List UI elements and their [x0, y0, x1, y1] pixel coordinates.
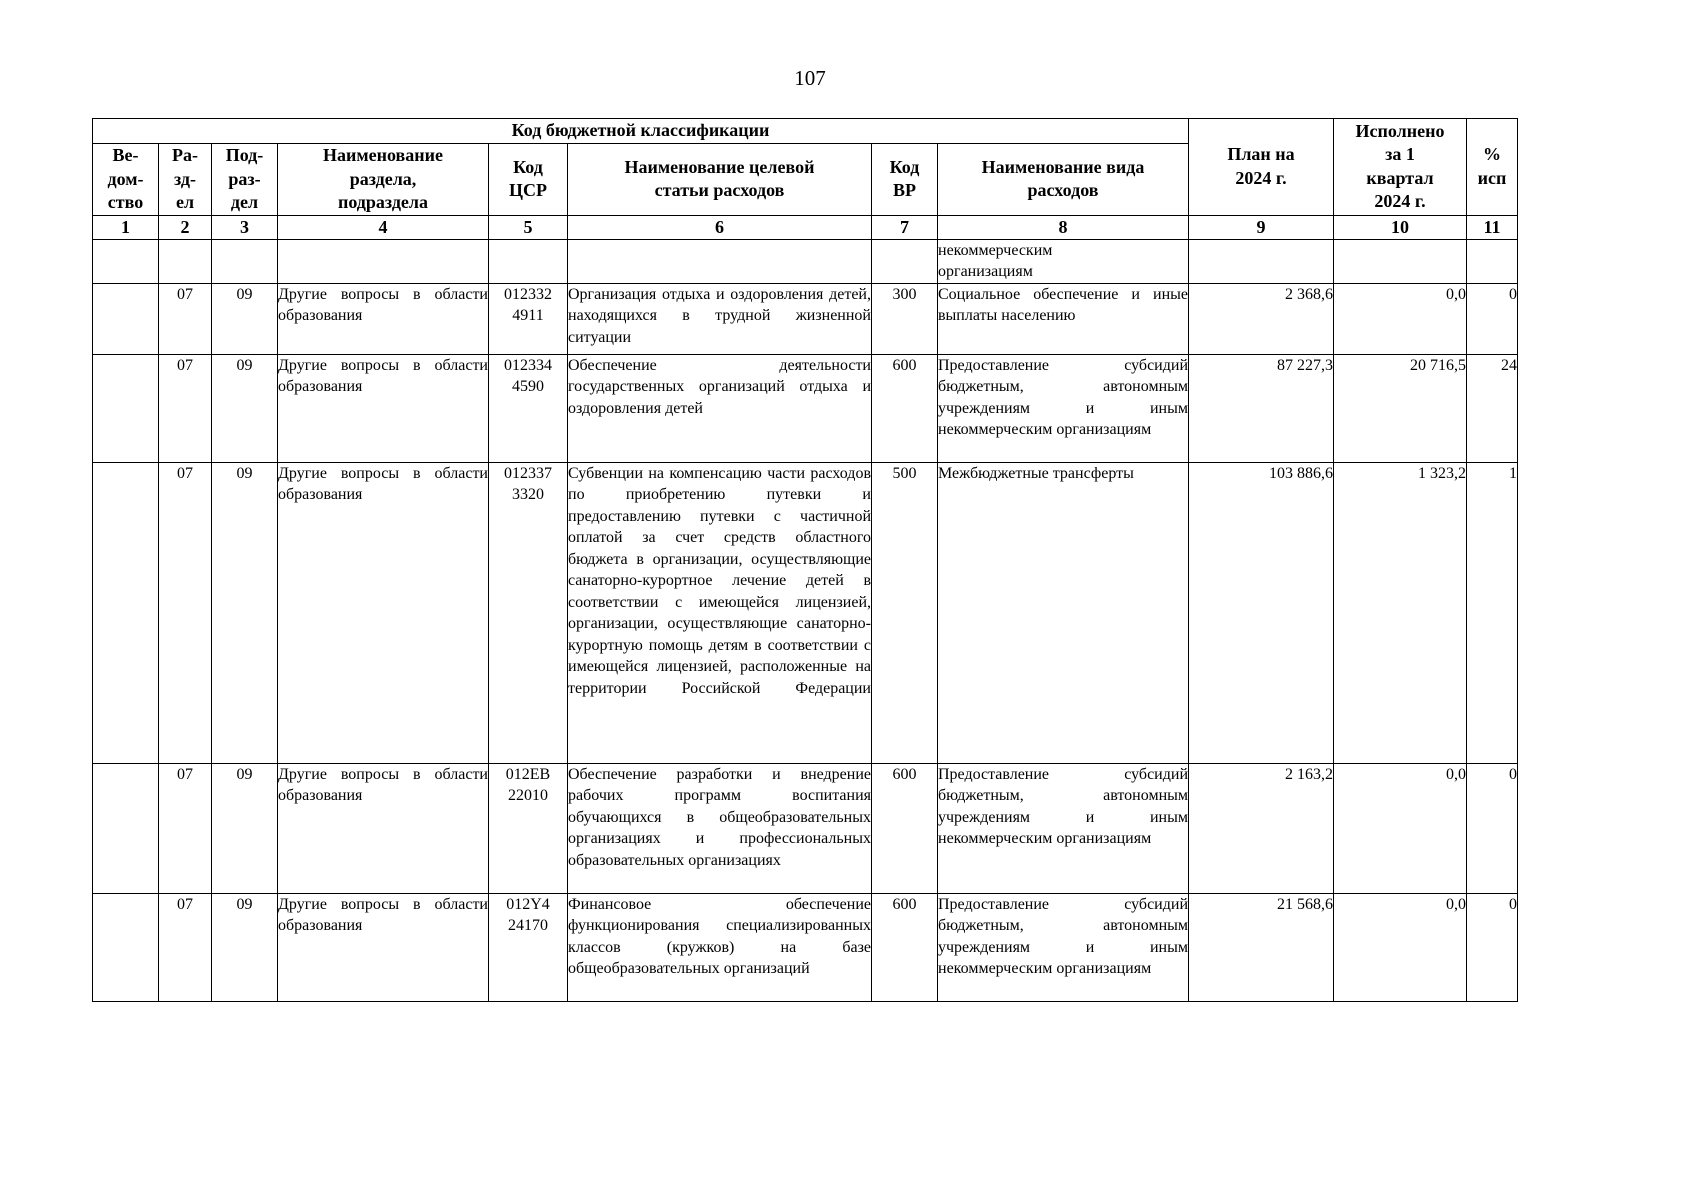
cell-csr: 012337 3320 — [489, 462, 568, 763]
cell-expense-type: Предоставление субсидий бюджетным, автономным учреждениям и иным некоммерческим организациям — [938, 354, 1189, 462]
col-number: 5 — [489, 215, 568, 239]
cell-done: 0,0 — [1334, 893, 1467, 1001]
cell-article: Финансовое обеспечение функционирования специализированных классов (кружков) на базе общеобразовательных организаций — [568, 893, 872, 1001]
table-row — [93, 462, 1518, 763]
cell-razdel: 07 — [159, 462, 212, 763]
col-number: 7 — [872, 215, 938, 239]
cell-expense-type: Предоставление субсидий бюджетным, автономным учреждениям и иным некоммерческим организациям — [938, 763, 1189, 893]
table-row — [93, 239, 1518, 283]
cell-razdel — [159, 239, 212, 283]
col-header-8: Наименование вида расходов — [938, 144, 1189, 216]
col-header-6: Наименование целевой статьи расходов — [568, 144, 872, 216]
cell-pct: 0 — [1467, 763, 1518, 893]
cell-plan: 87 227,3 — [1189, 354, 1334, 462]
cell-section-name: Другие вопросы в области образования — [278, 893, 489, 1001]
cell-article — [568, 239, 872, 283]
cell-vr: 600 — [872, 763, 938, 893]
header-group-row — [93, 119, 1518, 144]
page-number: 107 — [794, 66, 826, 90]
col-number: 10 — [1334, 215, 1467, 239]
column-number-row — [93, 215, 1518, 239]
cell-plan: 2 368,6 — [1189, 283, 1334, 354]
cell-csr: 012EB 22010 — [489, 763, 568, 893]
col-header-10: Исполнено за 1 квартал 2024 г. — [1334, 119, 1467, 216]
cell-expense-type: Социальное обеспечение и иные выплаты населению — [938, 283, 1189, 354]
col-header-2: Ра- зд- ел — [159, 144, 212, 216]
cell-ved — [93, 763, 159, 893]
col-number: 2 — [159, 215, 212, 239]
col-number: 3 — [212, 215, 278, 239]
table-row — [93, 893, 1518, 1001]
cell-podrazdel: 09 — [212, 283, 278, 354]
cell-podrazdel: 09 — [212, 763, 278, 893]
cell-section-name: Другие вопросы в области образования — [278, 354, 489, 462]
cell-razdel: 07 — [159, 893, 212, 1001]
cell-expense-type: Предоставление субсидий бюджетным, автономным учреждениям и иным некоммерческим организациям — [938, 893, 1189, 1001]
cell-done: 20 716,5 — [1334, 354, 1467, 462]
cell-done: 0,0 — [1334, 283, 1467, 354]
col-header-11: % исп — [1467, 119, 1518, 216]
cell-done — [1334, 239, 1467, 283]
cell-article: Обеспечение деятельности государственных организаций отдыха и оздоровления детей — [568, 354, 872, 462]
col-header-4: Наименование раздела, подраздела — [278, 144, 489, 216]
cell-csr: 012Y4 24170 — [489, 893, 568, 1001]
cell-done: 0,0 — [1334, 763, 1467, 893]
cell-plan: 2 163,2 — [1189, 763, 1334, 893]
cell-article: Субвенции на компенсацию части расходов по приобретению путевки и предоставлению путевки с частичной оплатой за счет средств областного бюджета в организации, осуществляющие санаторно-курортное лечение детей в соответствии с имеющейся лицензией, организации, осуществляющие санаторно-курортную помощь детям в соответствии с имеющейся лицензией, расположенные на территории Российской Федерации — [568, 462, 872, 763]
col-number: 1 — [93, 215, 159, 239]
cell-done: 1 323,2 — [1334, 462, 1467, 763]
cell-vr: 600 — [872, 893, 938, 1001]
col-number: 4 — [278, 215, 489, 239]
table-row — [93, 763, 1518, 893]
cell-pct: 24 — [1467, 354, 1518, 462]
cell-csr: 012332 4911 — [489, 283, 568, 354]
cell-pct: 0 — [1467, 283, 1518, 354]
cell-vr — [872, 239, 938, 283]
cell-article: Организация отдыха и оздоровления детей, находящихся в трудной жизненной ситуации — [568, 283, 872, 354]
cell-ved — [93, 283, 159, 354]
table-row — [93, 354, 1518, 462]
cell-pct: 1 — [1467, 462, 1518, 763]
cell-plan: 103 886,6 — [1189, 462, 1334, 763]
cell-article: Обеспечение разработки и внедрение рабочих программ воспитания обучающихся в общеобразовательных организациях и профессиональных образовательных организациях — [568, 763, 872, 893]
cell-ved — [93, 354, 159, 462]
cell-pct: 0 — [1467, 893, 1518, 1001]
col-header-9: План на 2024 г. — [1189, 119, 1334, 216]
col-header-5: Код ЦСР — [489, 144, 568, 216]
table-row — [93, 283, 1518, 354]
cell-razdel: 07 — [159, 763, 212, 893]
col-header-3: Под- раз- дел — [212, 144, 278, 216]
cell-razdel: 07 — [159, 354, 212, 462]
cell-pct — [1467, 239, 1518, 283]
cell-ved — [93, 893, 159, 1001]
cell-csr — [489, 239, 568, 283]
cell-vr: 500 — [872, 462, 938, 763]
col-number: 8 — [938, 215, 1189, 239]
cell-podrazdel: 09 — [212, 354, 278, 462]
cell-plan: 21 568,6 — [1189, 893, 1334, 1001]
cell-section-name: Другие вопросы в области образования — [278, 763, 489, 893]
col-number: 6 — [568, 215, 872, 239]
col-header-7: Код ВР — [872, 144, 938, 216]
cell-expense-type: некоммерческим организациям — [938, 239, 1189, 283]
cell-vr: 300 — [872, 283, 938, 354]
cell-razdel: 07 — [159, 283, 212, 354]
cell-podrazdel: 09 — [212, 893, 278, 1001]
col-number: 11 — [1467, 215, 1518, 239]
cell-section-name: Другие вопросы в области образования — [278, 462, 489, 763]
cell-expense-type: Межбюджетные трансферты — [938, 462, 1189, 763]
cell-ved — [93, 462, 159, 763]
cell-section-name: Другие вопросы в области образования — [278, 283, 489, 354]
budget-table — [92, 118, 1518, 1002]
cell-podrazdel: 09 — [212, 462, 278, 763]
classification-group-header: Код бюджетной классификации — [93, 119, 1189, 144]
cell-plan — [1189, 239, 1334, 283]
col-number: 9 — [1189, 215, 1334, 239]
col-header-1: Ве- дом- ство — [93, 144, 159, 216]
cell-ved — [93, 239, 159, 283]
cell-csr: 012334 4590 — [489, 354, 568, 462]
cell-podrazdel — [212, 239, 278, 283]
cell-section-name — [278, 239, 489, 283]
cell-vr: 600 — [872, 354, 938, 462]
